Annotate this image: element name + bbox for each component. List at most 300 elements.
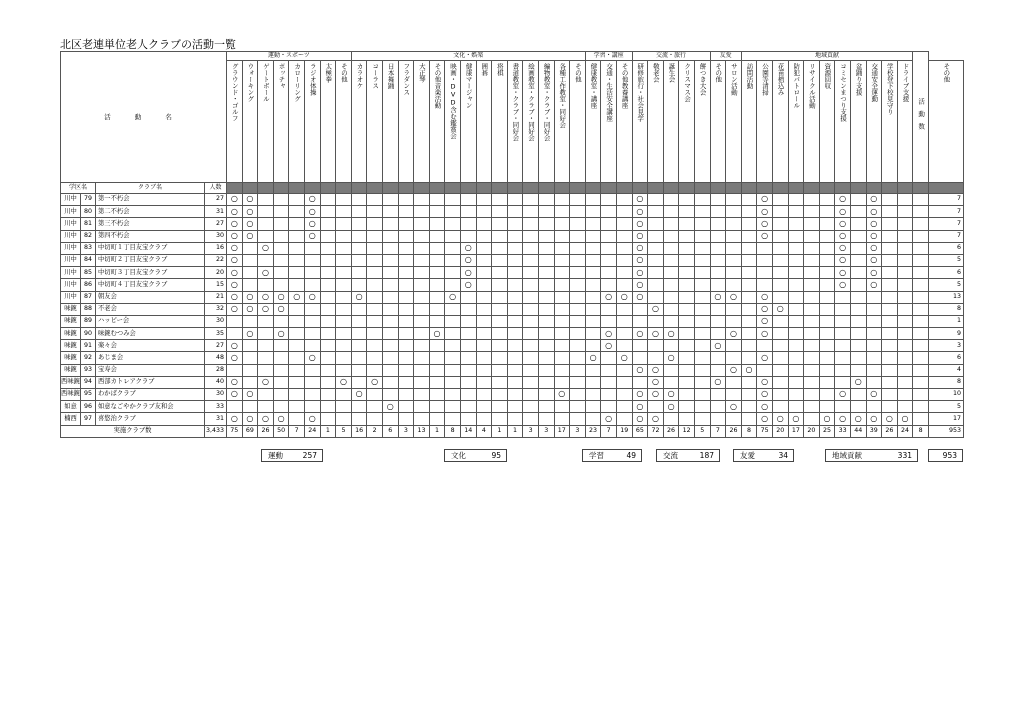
activity-cell [492,413,508,425]
activity-mark: ○ [714,377,722,387]
column-total-cell: 20 [772,425,788,437]
activity-cell [351,352,367,364]
activity-cell [632,401,648,413]
sub-header-cell [601,183,617,194]
row-total-cell: 7 [928,206,963,218]
activity-cell [538,218,554,230]
activity-cell [741,340,757,352]
table-row [61,254,964,266]
club-header: クラブ名 [96,183,205,194]
activity-cell [336,352,352,364]
activity-cell [429,376,445,388]
activity-cell [741,254,757,266]
club-number-cell: 92 [81,352,96,364]
table-row [61,352,964,364]
activity-cell [772,364,788,376]
activity-cell [850,413,866,425]
activity-cell [304,279,320,291]
activity-cell [601,303,617,315]
activity-cell [835,267,851,279]
activity-column-header: ゲートボール [258,61,274,183]
totals-row [61,425,964,437]
activity-mark: ○ [262,291,269,301]
club-name-cell: 宝寿会 [96,364,205,376]
summary-value: 34 [778,451,788,460]
activity-cell [523,230,539,242]
column-total-cell: 1 [429,425,445,437]
sub-header-cell [351,183,367,194]
activity-cell [663,364,679,376]
activity-cell [351,328,367,340]
activity-cell [398,328,414,340]
activity-cell [694,364,710,376]
activity-cell [710,352,726,364]
activity-cell [585,242,601,254]
activity-cell [679,352,695,364]
activity-cell [554,315,570,327]
activity-cell [492,230,508,242]
activity-cell [570,328,586,340]
activity-cell [538,364,554,376]
activity-cell [835,254,851,266]
activity-cell [554,401,570,413]
activity-cell [757,194,773,206]
activity-cell [460,389,476,401]
activity-cell [882,267,898,279]
activity-cell [585,340,601,352]
activity-cell [429,267,445,279]
activity-cell [382,401,398,413]
activity-cell [663,291,679,303]
activity-cell [570,315,586,327]
activity-cell [398,218,414,230]
activity-cell [523,206,539,218]
activity-cell [429,230,445,242]
activity-cell [882,291,898,303]
activity-cell [819,206,835,218]
activity-cell [850,364,866,376]
activity-cell [850,389,866,401]
activity-cell [289,401,305,413]
activity-cell [538,401,554,413]
activity-cell [242,303,258,315]
activity-cell [367,303,383,315]
activity-cell [835,352,851,364]
activity-cell [242,279,258,291]
district-cell: 川中 [61,206,81,218]
row-total-cell: 8 [928,376,963,388]
activity-mark: ○ [870,389,878,399]
activity-cell [460,279,476,291]
activity-cell [554,194,570,206]
activity-cell [476,328,492,340]
activity-cell [429,254,445,266]
activity-cell [414,230,430,242]
activity-cell [492,328,508,340]
activity-cell [585,303,601,315]
activity-cell [414,413,430,425]
members-cell: 33 [205,401,227,413]
activity-cell [538,303,554,315]
activity-cell [320,389,336,401]
activity-cell [694,242,710,254]
activity-cell [866,352,882,364]
activity-mark: ○ [729,365,737,375]
activity-cell [616,242,632,254]
sub-header-cell [585,183,601,194]
activity-mark: ○ [761,304,769,314]
summary-box [444,449,507,462]
activity-cell [492,389,508,401]
activity-cell [382,279,398,291]
activity-mark: ○ [262,243,269,253]
activity-cell [850,206,866,218]
activity-cell [414,279,430,291]
activity-cell [819,242,835,254]
activity-cell [632,364,648,376]
activity-cell [835,194,851,206]
activity-cell [367,376,383,388]
activity-cell [507,413,523,425]
activity-cell [398,291,414,303]
activity-column-header: クリスマス会 [679,61,695,183]
activity-cell [710,206,726,218]
activity-cell [694,303,710,315]
activity-cell [367,194,383,206]
activity-cell [913,352,929,364]
column-total-cell: 7 [289,425,305,437]
activity-mark: ○ [605,340,613,350]
activity-cell [616,254,632,266]
activity-mark: ○ [636,206,644,216]
district-cell: 味鋺 [61,303,81,315]
column-total-cell: 6 [382,425,398,437]
activity-cell [460,254,476,266]
column-total-cell: 7 [601,425,617,437]
activity-cell [772,230,788,242]
activity-cell [570,254,586,266]
activity-cell [382,230,398,242]
activity-cell [741,267,757,279]
sub-header-cell [679,183,695,194]
sub-header-cell [570,183,586,194]
activity-column-header: ウォーキング [242,61,258,183]
activity-cell [414,315,430,327]
activity-cell [351,376,367,388]
activity-cell [850,315,866,327]
activity-table [60,51,964,438]
group-header: 地域貢献 [741,52,913,61]
activity-cell [835,315,851,327]
summary-total-value: 953 [942,451,957,460]
activity-cell [227,206,243,218]
sub-header-cell [460,183,476,194]
activity-column-header: グラウンド・ゴルフ [227,61,243,183]
activity-cell [242,364,258,376]
activity-mark: ○ [839,231,847,240]
activity-cell [819,413,835,425]
activity-cell [648,376,664,388]
activity-column-header: ボッチャ [273,61,289,183]
sub-header-cell [492,183,508,194]
activity-cell [694,218,710,230]
club-number-cell: 89 [81,315,96,327]
activity-cell [289,376,305,388]
activity-cell [585,328,601,340]
activity-cell [554,230,570,242]
club-name-cell: 第三不朽会 [96,218,205,230]
activity-cell [772,254,788,266]
activity-cell [367,291,383,303]
activity-cell [757,218,773,230]
activity-cell [694,206,710,218]
activity-cell [523,194,539,206]
column-total-cell: 39 [866,425,882,437]
activity-cell [616,315,632,327]
activity-cell [850,279,866,291]
activity-cell [882,303,898,315]
activity-cell [554,303,570,315]
activity-cell [585,206,601,218]
activity-cell [538,389,554,401]
activity-cell [336,340,352,352]
activity-mark: ○ [605,328,613,338]
district-cell: 川中 [61,279,81,291]
activity-cell [585,315,601,327]
activity-cell [741,230,757,242]
activity-cell [850,303,866,315]
summary-label: 学習 [589,451,604,460]
activity-cell [741,194,757,206]
sub-header-cell [538,183,554,194]
activity-mark: ○ [839,218,847,228]
members-cell: 30 [205,315,227,327]
activity-column-header: サロン活動 [726,61,742,183]
activity-cell [632,340,648,352]
activity-cell [523,364,539,376]
table-row [61,279,964,291]
activity-mark: ○ [246,218,254,228]
activity-cell [398,242,414,254]
activity-cell [804,279,820,291]
activity-cell [694,389,710,401]
activity-mark: ○ [761,413,769,423]
activity-cell [445,315,461,327]
activity-cell [227,376,243,388]
club-number-cell: 94 [81,376,96,388]
activity-cell [663,328,679,340]
activity-cell [616,303,632,315]
table-row [61,389,964,401]
activity-cell [804,401,820,413]
row-total-cell: 13 [928,291,963,303]
activity-cell [819,376,835,388]
activity-cell [242,376,258,388]
activity-mark: ○ [636,328,644,338]
activity-mark: ○ [776,413,784,423]
column-total-cell: 33 [835,425,851,437]
activity-cell [507,291,523,303]
summary-value: 187 [699,451,714,460]
activity-cell [570,206,586,218]
activity-cell [227,242,243,254]
activity-cell [492,194,508,206]
activity-mark: ○ [371,377,379,387]
activity-cell [460,291,476,303]
column-total-cell: 23 [585,425,601,437]
activity-cell [866,413,882,425]
activity-cell [476,315,492,327]
activity-cell [866,364,882,376]
activity-cell [601,352,617,364]
activity-cell [507,242,523,254]
activity-cell [320,303,336,315]
column-total-cell: 3 [398,425,414,437]
activity-cell [804,303,820,315]
activity-mark: ○ [308,413,316,423]
activity-cell [538,254,554,266]
activity-cell [554,413,570,425]
table-row [61,340,964,352]
activity-cell [601,230,617,242]
activity-cell [289,352,305,364]
activity-cell [304,303,320,315]
club-name-cell: あじま会 [96,352,205,364]
activity-cell [351,389,367,401]
activity-cell [710,218,726,230]
activity-mark: ○ [651,377,659,387]
activity-cell [882,389,898,401]
activity-cell [476,279,492,291]
activity-cell [585,194,601,206]
activity-cell [304,315,320,327]
activity-cell [710,194,726,206]
activity-cell [648,303,664,315]
activity-cell [804,218,820,230]
activity-cell [570,401,586,413]
club-name-cell: 第二不朽会 [96,206,205,218]
activity-cell [538,328,554,340]
activity-cell [882,279,898,291]
activity-cell [507,194,523,206]
activity-cell [663,376,679,388]
activity-cell [273,279,289,291]
sub-header-cell [632,183,648,194]
activity-cell [819,401,835,413]
activity-mark: ○ [636,279,644,289]
activity-cell [694,413,710,425]
sub-header-cell [710,183,726,194]
column-total-cell: 13 [414,425,430,437]
activity-cell [741,413,757,425]
activity-cell [445,352,461,364]
activity-cell [632,218,648,230]
district-cell: 川中 [61,291,81,303]
activity-cell [772,413,788,425]
activity-cell [648,254,664,266]
activity-cell [710,279,726,291]
activity-cell [367,218,383,230]
activity-cell [367,413,383,425]
activity-cell [351,303,367,315]
activity-mark: ○ [246,231,254,240]
column-total-cell: 17 [554,425,570,437]
activity-cell [570,340,586,352]
activity-mark: ○ [870,413,878,423]
activity-column-header: 大正琴 [414,61,430,183]
activity-cell [320,206,336,218]
activity-cell [367,254,383,266]
activity-column-header: 公園等清掃 [757,61,773,183]
activity-cell [726,340,742,352]
activity-cell [507,352,523,364]
activity-mark: ○ [230,255,238,265]
club-name-cell: 第四不朽会 [96,230,205,242]
activity-cell [648,328,664,340]
activity-cell [585,254,601,266]
activity-cell [882,254,898,266]
sub-header-cell [616,183,632,194]
table-row [61,328,964,340]
activity-cell [460,401,476,413]
activity-cell [897,230,913,242]
activity-mark: ○ [761,352,769,362]
activity-cell [398,315,414,327]
row-total-cell: 7 [928,194,963,206]
activity-cell [320,352,336,364]
column-total-cell: 14 [460,425,476,437]
activity-cell [507,389,523,401]
activity-cell [726,376,742,388]
activity-cell [616,230,632,242]
activity-cell [616,267,632,279]
activity-cell [304,413,320,425]
activity-cell [710,389,726,401]
activity-cell [648,413,664,425]
activity-cell [913,401,929,413]
activity-cell [741,218,757,230]
sub-header-cell [726,183,742,194]
activity-cell [523,279,539,291]
activity-cell [351,291,367,303]
activity-cell [757,291,773,303]
activity-cell [835,218,851,230]
activity-mark: ○ [651,304,659,314]
activity-mark: ○ [464,267,472,277]
activity-cell [304,328,320,340]
activity-cell [445,242,461,254]
activity-cell [897,389,913,401]
activity-cell [538,194,554,206]
activity-mark: ○ [761,231,769,240]
activity-cell [882,340,898,352]
activity-cell [648,291,664,303]
activity-cell [320,242,336,254]
activity-cell [694,267,710,279]
activity-cell [897,218,913,230]
sub-header-cell [523,183,539,194]
activity-cell [726,315,742,327]
activity-cell [227,413,243,425]
activity-cell [304,389,320,401]
activity-cell [897,206,913,218]
activity-cell [632,303,648,315]
activity-cell [336,291,352,303]
activity-cell [227,340,243,352]
activity-mark: ○ [714,340,722,350]
activity-cell [476,364,492,376]
activity-cell [382,315,398,327]
